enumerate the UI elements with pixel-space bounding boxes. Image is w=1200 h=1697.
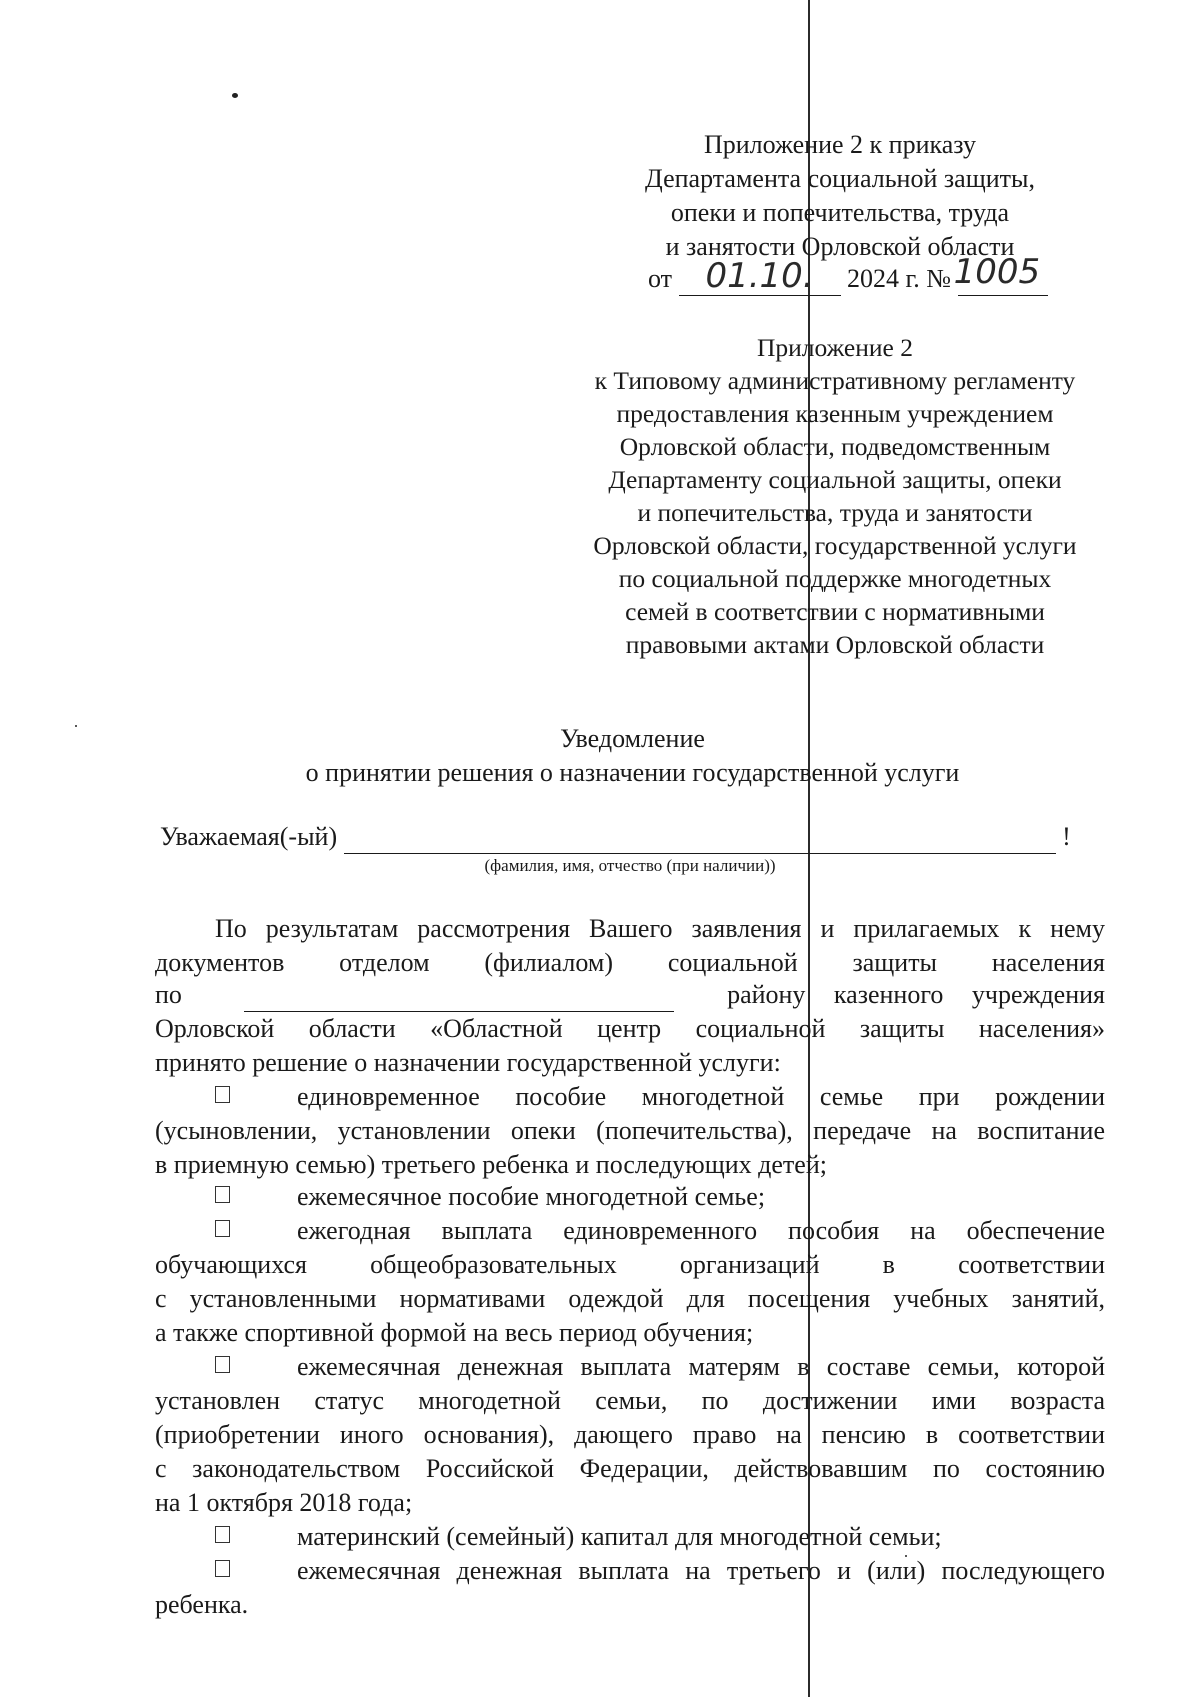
recipient-name-field (344, 823, 1056, 854)
year-number-label: 2024 г. № (847, 264, 952, 293)
body-line-district (155, 978, 1105, 1012)
body-line: документов отделом (филиалом) социальной защиты населения (155, 948, 1105, 977)
district-field (244, 983, 674, 1012)
appendix-line: к Типовому административному регламенту (594, 366, 1076, 395)
option-line: ежемесячная денежная выплата матерям в составе семьи, которой (297, 1352, 1105, 1381)
scan-speck (75, 725, 77, 727)
header-line: опеки и попечительства, труда (670, 198, 1010, 227)
scan-speck (232, 93, 238, 98)
appendix-line: Орловской области, государственной услуги (593, 531, 1077, 560)
number-field (953, 252, 1048, 296)
checkbox-annual-clothing-payment[interactable] (215, 1220, 230, 1237)
option-line: (приобретении иного основания), дающего право на пенсию в соответствии (155, 1420, 1105, 1449)
date-field (679, 256, 841, 296)
option-line: ежемесячное пособие многодетной семье; (297, 1182, 766, 1211)
appendix-line: Департаменту социальной защиты, опеки (608, 465, 1062, 494)
from-label: от (648, 264, 673, 293)
salutation-line (160, 820, 1100, 854)
exclamation-mark: ! (1062, 822, 1071, 851)
body-line: По результатам рассмотрения Вашего заявления и прилагаемых к нему (215, 914, 1105, 943)
district-suffix: району казенного учреждения (727, 980, 1105, 1009)
appendix-line: предоставления казенным учреждением (616, 399, 1054, 428)
option-line: (усыновлении, установлении опеки (попечительства), передаче на воспитание (155, 1116, 1105, 1145)
option-line: обучающихся общеобразовательных организаций в соответствии (155, 1250, 1105, 1279)
order-appendix-header (590, 128, 1090, 264)
option-line: ежегодная выплата единовременного пособия на обеспечение (297, 1216, 1105, 1245)
option-line: с законодательством Российской Федерации, действовавшим по состоянию (155, 1454, 1105, 1483)
option-line: на 1 октября 2018 года; (155, 1488, 413, 1517)
regulation-appendix-block (545, 331, 1125, 661)
salutation-label: Уважаемая(-ый) (160, 822, 338, 851)
checkbox-third-child-payment[interactable] (215, 1560, 230, 1577)
name-field-caption: (фамилия, имя, отчество (при наличии)) (484, 856, 776, 875)
handwritten-number: 1005 (953, 252, 1041, 292)
handwritten-date: 01.10. (705, 256, 814, 296)
checkbox-monthly-allowance[interactable] (215, 1186, 230, 1203)
body-line: Орловской области «Областной центр социальной защиты населения» (155, 1014, 1105, 1043)
checkbox-monthly-mothers-payment[interactable] (215, 1356, 230, 1373)
header-line: и занятости Орловской области (665, 232, 1015, 261)
option-line: с установленными нормативами одеждой для посещения учебных занятий, (155, 1284, 1105, 1313)
option-line: ребенка. (155, 1590, 249, 1619)
checkbox-family-capital[interactable] (215, 1526, 230, 1543)
checkbox-lump-sum-birth[interactable] (215, 1086, 230, 1103)
order-date-number-line (648, 252, 1108, 296)
notice-subtitle: о принятии решения о назначении государственной услуги (305, 758, 960, 787)
appendix-line: семей в соответствии с нормативными (625, 597, 1045, 626)
appendix-line: и попечительства, труда и занятости (637, 498, 1033, 527)
option-line: установлен статус многодетной семьи, по достижении ими возраста (155, 1386, 1105, 1415)
header-line: Приложение 2 к приказу (703, 130, 976, 159)
option-line: а также спортивной формой на весь период обучения; (155, 1318, 754, 1347)
header-line: Департамента социальной защиты, (645, 164, 1035, 193)
appendix-line: по социальной поддержке многодетных (618, 564, 1052, 593)
notice-title: Уведомление (560, 724, 705, 753)
option-line: материнский (семейный) капитал для многодетной семьи; (297, 1522, 942, 1551)
district-prefix: по (155, 980, 182, 1009)
appendix-line: правовыми актами Орловской области (625, 630, 1045, 659)
body-line: принято решение о назначении государственной услуги: (155, 1048, 781, 1077)
appendix-line: Орловской области, подведомственным (619, 432, 1051, 461)
option-line: ежемесячная денежная выплата на третьего и (или) последующего (297, 1556, 1105, 1585)
appendix-line: Приложение 2 (757, 333, 913, 362)
option-line: единовременное пособие многодетной семье при рождении (297, 1082, 1105, 1111)
option-line: в приемную семью) третьего ребенка и последующих детей; (155, 1150, 827, 1179)
